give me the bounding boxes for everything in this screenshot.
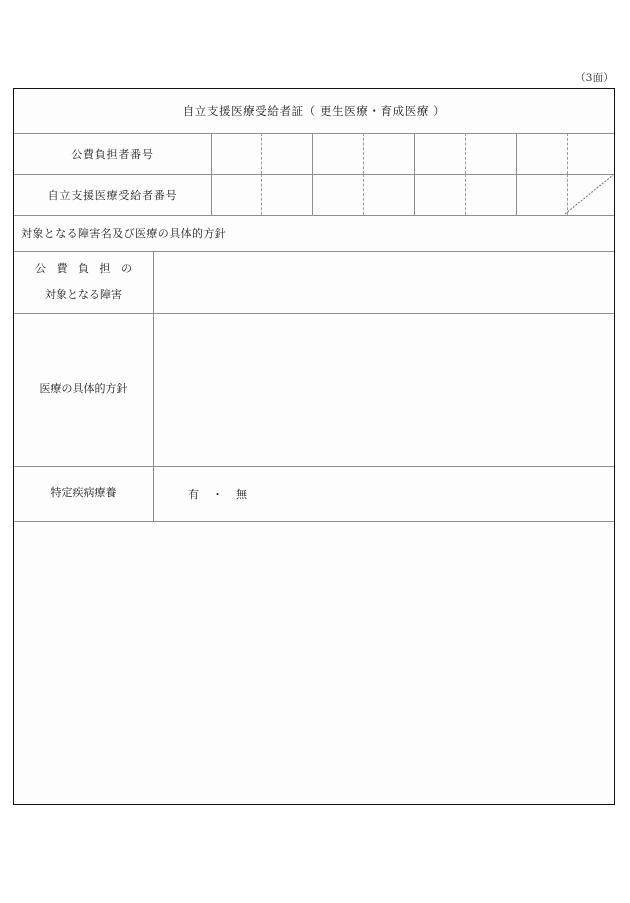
specified-disease-label — [14, 466, 153, 521]
specified-disease-label-line1: 特定疾病療養 — [50, 486, 117, 500]
cell-divider — [211, 174, 212, 215]
cell-divider — [516, 133, 517, 174]
page-title: 自立支援医療受給者証（ 更生医療・育成医療 ） — [182, 104, 446, 118]
treatment-policy-value[interactable] — [153, 313, 614, 466]
cell-divider — [363, 174, 364, 215]
cell-divider — [363, 133, 364, 174]
target-disability-label — [14, 251, 153, 313]
cell-divider — [261, 174, 262, 215]
recipient-number-cells[interactable] — [211, 174, 614, 215]
cell-divider — [312, 133, 313, 174]
cell-divider — [567, 133, 568, 174]
form-title-row — [14, 89, 614, 133]
cell-divider — [465, 174, 466, 215]
cell-divider — [465, 133, 466, 174]
public-expense-number-cells[interactable] — [211, 133, 614, 174]
treatment-policy-label — [14, 313, 153, 466]
cell-divider — [261, 133, 262, 174]
page-number-caption: （3面） — [575, 72, 614, 84]
target-disability-value[interactable] — [153, 251, 614, 313]
notes-blank-area[interactable] — [14, 521, 614, 804]
detail-column-divider — [153, 251, 154, 521]
section-caption: 対象となる障害名及び医療の具体的方針 — [21, 227, 227, 240]
target-disability-label-line2: 対象となる障害 — [45, 288, 122, 301]
target-disability-label-line1: 公 費 負 担 の — [35, 261, 136, 275]
public-expense-number-row — [14, 133, 614, 174]
certificate-form-frame — [13, 88, 615, 805]
strikethrough-diagonal-icon — [564, 174, 614, 215]
recipient-number-row — [14, 174, 614, 215]
specified-disease-value[interactable]: 有 ・ 無 — [188, 487, 248, 501]
cell-divider — [414, 133, 415, 174]
specified-disease-row — [14, 466, 614, 521]
cell-divider — [211, 133, 212, 174]
recipient-number-label: 自立支援医療受給者番号 — [47, 188, 178, 202]
cell-divider — [414, 174, 415, 215]
public-expense-number-label: 公費負担者番号 — [71, 147, 154, 161]
treatment-policy-row — [14, 313, 614, 466]
target-disability-row — [14, 251, 614, 313]
cell-divider — [312, 174, 313, 215]
cell-divider — [516, 174, 517, 215]
treatment-policy-label-line1: 医療の具体的方針 — [39, 382, 128, 396]
